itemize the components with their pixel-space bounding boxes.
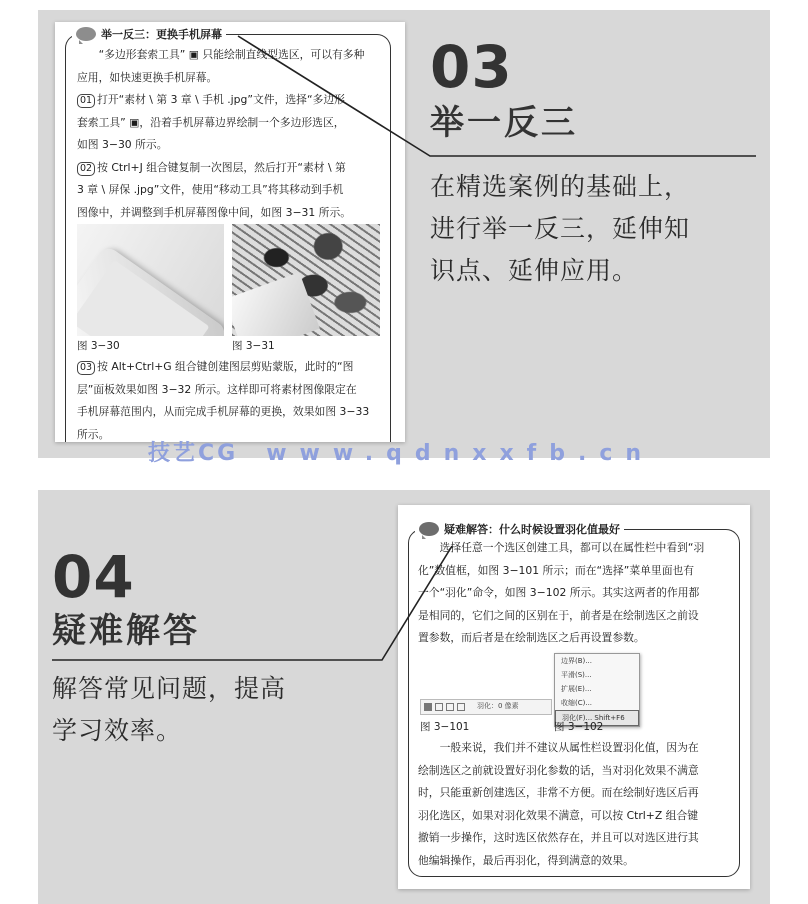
text-line: 他编辑操作，最后再羽化，得到满意的效果。 bbox=[418, 853, 634, 867]
menu-item-feather: 羽化(F)... Shift+F6 bbox=[555, 710, 639, 726]
text-line: 化”数值框，如图 3−101 所示；而在“选择”菜单里面也有 bbox=[418, 563, 695, 577]
figure-caption: 图 3−101 bbox=[420, 721, 470, 733]
text-line: 应用，如快速更换手机屏幕。 bbox=[77, 70, 218, 84]
step-number-badge: 03 bbox=[77, 361, 95, 375]
text-line: 按 Alt+Ctrl+G 组合键创建图层剪贴蒙版，此时的“图 bbox=[97, 360, 354, 373]
figure-caption: 图 3−102 bbox=[554, 721, 604, 733]
leader-line-04 bbox=[52, 543, 452, 660]
menu-item: 平滑(S)... bbox=[561, 671, 592, 679]
watermark-brand: 技艺CG bbox=[148, 441, 239, 466]
menu-item: 边界(B)... bbox=[561, 657, 592, 665]
text-line: “多边形套索工具” ▣ 只能绘制直线型选区，可以有多种 bbox=[98, 48, 365, 61]
section-number: 04 bbox=[52, 543, 135, 611]
text-line: 图像中，并调整到手机屏幕图像中间，如图 3−31 所示。 bbox=[77, 205, 352, 219]
text-line: 所示。 bbox=[77, 427, 110, 441]
text-line: 羽化选区，如果对羽化效果不满意，可以按 Ctrl+Z 组合键 bbox=[418, 808, 699, 822]
text-line: 套索工具” ▣，沿着手机屏幕边界绘制一个多边形选区， bbox=[77, 115, 345, 129]
menu-item: 收缩(C)... bbox=[561, 699, 593, 707]
text-line: 3 章 \ 屏保 .jpg”文件，使用“移动工具”将其移动到手机 bbox=[77, 183, 344, 196]
text-line: 打开“素材 \ 第 3 章 \ 手机 .jpg”文件，选择“多边形 bbox=[97, 93, 345, 106]
qa-box-title: 疑难解答：什么时候设置羽化值最好 bbox=[444, 523, 620, 536]
text-line: 识点、延伸应用。 bbox=[430, 256, 639, 285]
feather-field-label: 羽化：0 像素 bbox=[477, 702, 519, 710]
step-number-badge: 01 bbox=[77, 94, 95, 108]
text-line: 在精选案例的基础上， bbox=[430, 172, 691, 201]
figure-caption: 图 3−30 bbox=[77, 340, 120, 352]
watermark-url: www.qdnxxfb.cn bbox=[266, 441, 655, 466]
menu-item: 扩展(E)... bbox=[561, 685, 592, 693]
text-line: 撤销一步操作，这时选区依然存在，并且可以对选区进行其 bbox=[418, 831, 699, 844]
leader-line-03 bbox=[238, 33, 756, 156]
text-line: 是相同的，它们之间的区别在于，前者是在绘制选区之前设 bbox=[418, 608, 699, 622]
text-line: 如图 3−30 所示。 bbox=[77, 138, 168, 151]
text-line: 选择任意一个选区创建工具，都可以在属性栏中看到“羽 bbox=[439, 541, 705, 554]
step-number-badge: 02 bbox=[77, 162, 95, 176]
text-line: 层”面板效果如图 3−32 所示。这样即可将素材图像限定在 bbox=[77, 382, 357, 396]
text-line: 时，只能重新创建选区，非常不方便。而在绘制好选区后再 bbox=[418, 786, 699, 799]
text-line: 置参数，而后者是在绘制选区之后再设置参数。 bbox=[418, 631, 645, 644]
text-line: 绘制选区之前就设置好羽化参数的话，当对羽化效果不满意 bbox=[418, 763, 699, 777]
tip-box-title: 举一反三：更换手机屏幕 bbox=[101, 28, 222, 41]
text-line: 一般来说，我们并不建议从属性栏设置羽化值，因为在 bbox=[439, 741, 699, 754]
section-title: 疑难解答 bbox=[52, 611, 200, 651]
text-line: 一个“羽化”命令，如图 3−102 所示。其实这两者的作用都 bbox=[418, 586, 700, 599]
text-line: 进行举一反三，延伸知 bbox=[430, 214, 691, 243]
section-title: 举一反三 bbox=[430, 103, 578, 143]
text-line: 手机屏幕范围内，从而完成手机屏幕的更换，效果如图 3−33 bbox=[77, 405, 370, 418]
text-line: 学习效率。 bbox=[52, 716, 183, 745]
figure-caption: 图 3−31 bbox=[232, 340, 275, 352]
text-line: 按 Ctrl+J 组合键复制一次图层，然后打开“素材 \ 第 bbox=[97, 160, 346, 174]
text-line: 解答常见问题，提高 bbox=[52, 674, 287, 703]
section-number: 03 bbox=[430, 33, 513, 101]
